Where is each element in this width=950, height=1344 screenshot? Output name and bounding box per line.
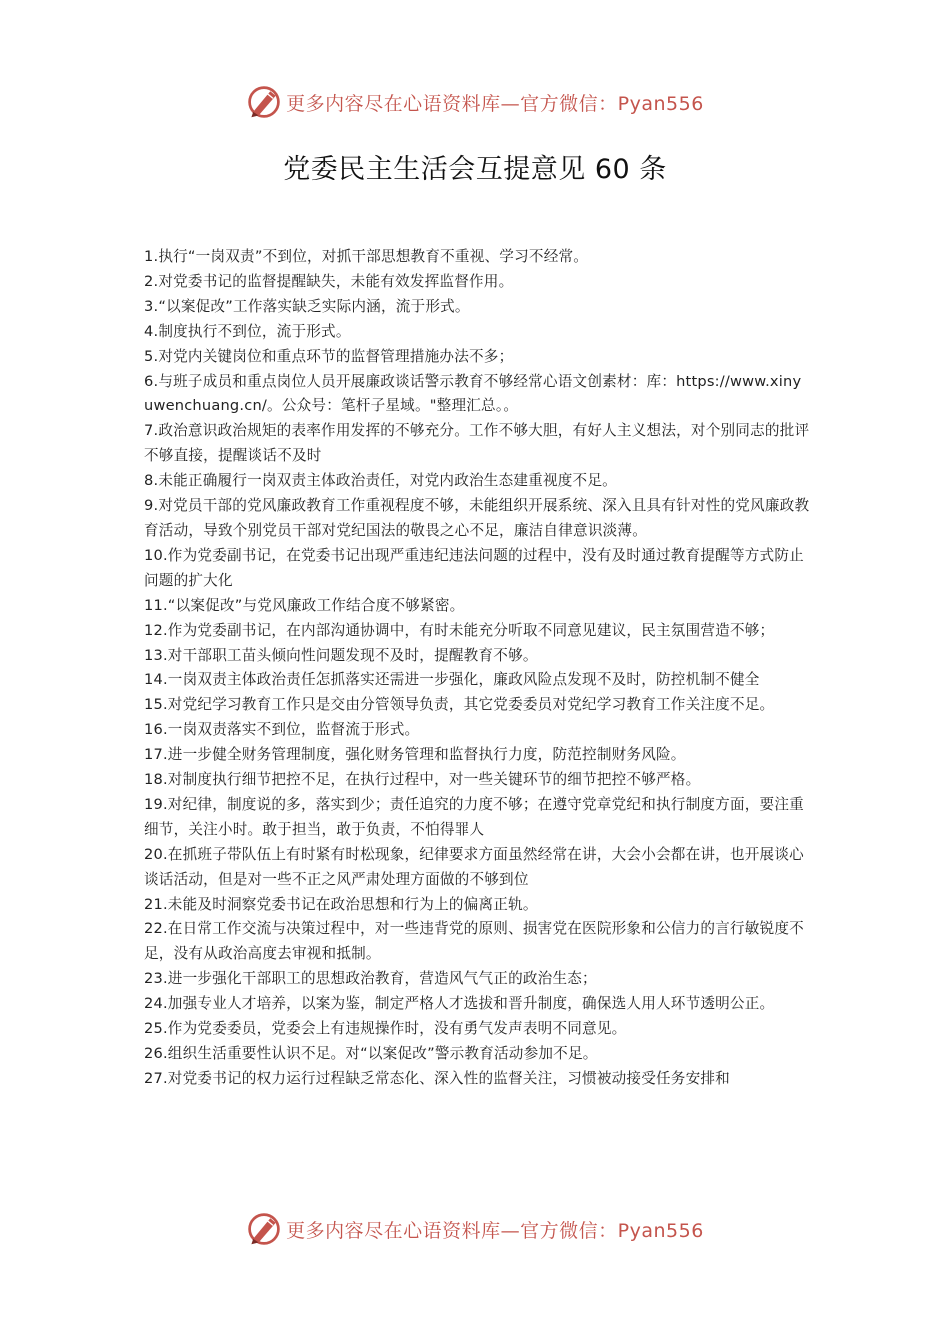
footer-banner xyxy=(0,1209,950,1249)
list-item: 21.未能及时洞察党委书记在政治思想和行为上的偏离正轨。 xyxy=(144,895,538,913)
list-item: 15.对党纪学习教育工作只是交由分管领导负责，其它党委委员对党纪学习教育工作关注度不足。 xyxy=(144,696,775,714)
list-item: 4.制度执行不到位，流于形式。 xyxy=(144,322,351,340)
list-item: 8.未能正确履行一岗双责主体政治责任，对党内政治生态建重视度不足。 xyxy=(144,472,617,490)
list-item: 12.作为党委副书记，在内部沟通协调中，有时未能充分听取不同意见建议，民主氛围营造不够； xyxy=(144,621,775,639)
banner-text xyxy=(286,89,704,116)
list-item: 27.对党委书记的权力运行过程缺乏常态化、深入性的监督关注，习惯被动接受任务安排和 xyxy=(144,1069,730,1087)
list-item: 13.对干部职工苗头倾向性问题发现不及时，提醒教育不够。 xyxy=(144,646,538,664)
list-item: 19.对纪律，制度说的多，落实到少；责任追究的力度不够；在遵守党章党纪和执行制度方面，要注重细节，关注小时。敢于担当，敢于负责，不怕得罪人 xyxy=(144,795,804,838)
pen-logo-icon xyxy=(246,1211,282,1247)
list-item: 2.对党委书记的监督提醒缺失，未能有效发挥监督作用。 xyxy=(144,272,514,290)
list-item: 10.作为党委副书记，在党委书记出现严重违纪违法问题的过程中，没有及时通过教育提醒等方式防止问题的扩大化 xyxy=(144,546,804,589)
list-item: 25.作为党委委员，党委会上有违规操作时，没有勇气发声表明不同意见。 xyxy=(144,1020,627,1038)
list-item: 24.加强专业人才培养，以案为鉴，制定严格人才选拔和晋升制度，确保选人用人环节透明公正。 xyxy=(144,995,775,1013)
page-title: 党委民主生活会互提意见 60 条 xyxy=(283,154,667,185)
list-item: 20.在抓班子带队伍上有时紧有时松现象，纪律要求方面虽然经常在讲，大会小会都在讲，也开展谈心谈话活动，但是对一些不正之风严肃处理方面做的不够到位 xyxy=(144,845,804,888)
list-item: 11.“以案促改”与党风廉政工作结合度不够紧密。 xyxy=(144,596,465,614)
list-item: 3.“以案促改”工作落实缺乏实际内涵，流于形式。 xyxy=(144,297,470,315)
list-item: 22.在日常工作交流与决策过程中，对一些违背党的原则、损害党在医院形象和公信力的言行敏锐度不足，没有从政治高度去审视和抵制。 xyxy=(144,920,804,963)
list-item: 16.一岗双责落实不到位，监督流于形式。 xyxy=(144,721,420,739)
pen-logo-icon xyxy=(246,84,282,120)
list-item: 1.执行“一岗双责”不到位，对抓干部思想教育不重视、学习不经常。 xyxy=(144,248,589,265)
list-item: 9.对党员干部的党风廉政教育工作重视程度不够，未能组织开展系统、深入且具有针对性的党风廉政教育活动，导致个别党员干部对党纪国法的敬畏之心不足，廉洁自律意识淡薄。 xyxy=(144,497,810,539)
banner-text xyxy=(286,1216,704,1243)
list-item: 17.进一步健全财务管理制度，强化财务管理和监督执行力度，防范控制财务风险。 xyxy=(144,746,686,764)
banner-wechat-id: Pyan556 xyxy=(617,1219,704,1242)
list-item: 7.政治意识政治规矩的表率作用发挥的不够充分。工作不够大胆，有好人主义想法，对个别同志的批评不够直接，提醒谈话不及时 xyxy=(144,422,810,465)
list-item: 18.对制度执行细节把控不足，在执行过程中，对一些关键环节的细节把控不够严格。 xyxy=(144,771,701,789)
banner-wechat-id: Pyan556 xyxy=(617,92,704,115)
banner-label: 更多内容尽在心语资料库—官方微信： xyxy=(286,92,618,115)
list-item: 14.一岗双责主体政治责任怎抓落实还需进一步强化，廉政风险点发现不及时，防控机制不健全 xyxy=(144,671,760,689)
list-item: 5.对党内关键岗位和重点环节的监督管理措施办法不多； xyxy=(144,347,514,365)
list-item: 26.组织生活重要性认识不足。对“以案促改”警示教育活动参加不足。 xyxy=(144,1045,598,1062)
banner-label: 更多内容尽在心语资料库—官方微信： xyxy=(286,1219,618,1242)
list-item: 6.与班子成员和重点岗位人员开展廉政谈话警示教育不够经常心语文创素材：库：https://www.xinyuwenchuang.cn/。公众号：笔杆子星域。"整理汇总。。 xyxy=(144,372,802,415)
list-item: 23.进一步强化干部职工的思想政治教育，营造风气气正的政治生态； xyxy=(144,970,597,988)
header-banner xyxy=(0,82,950,122)
opinion-list xyxy=(144,245,810,1092)
